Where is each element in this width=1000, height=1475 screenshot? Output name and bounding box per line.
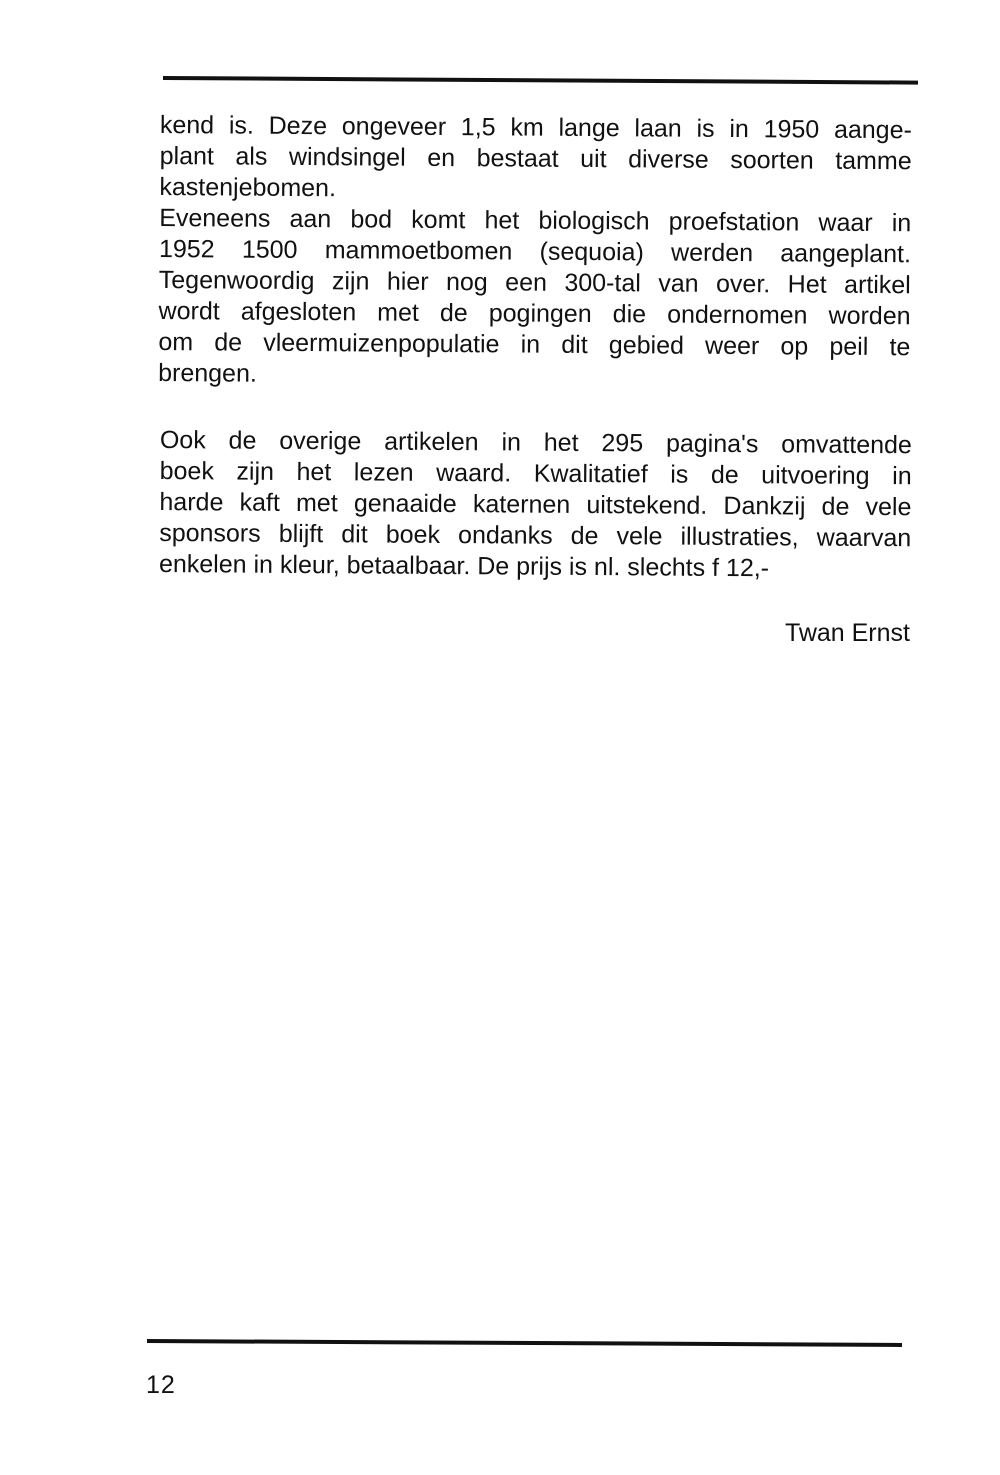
page-number: 12 [146, 1371, 176, 1399]
text-line: kastenjebomen. [159, 172, 337, 203]
text-line: plant als windsingel en bestaat uit diverse soorten tamme [159, 141, 912, 176]
text-line: brengen. [158, 358, 257, 388]
text-line: boek zijn het lezen waard. Kwalitatief is de uitvoering in [159, 456, 912, 491]
paragraph-2 [159, 425, 912, 585]
paragraph-1 [158, 110, 912, 394]
bottom-rule [147, 1339, 902, 1347]
text-line: Eveneens aan bod komt het biologisch proefstation waar in [159, 203, 912, 238]
text-line: Ook de overige artikelen in het 295 pagina's omvattende [159, 425, 912, 460]
author-signature: Twan Ernst [784, 619, 910, 647]
text-line: Tegenwoordig zijn hier nog een 300-tal van over. Het artikel [158, 265, 911, 300]
text-line: wordt afgesloten met de pogingen die ondernomen worden [158, 296, 911, 331]
text-line: sponsors blijft dit boek ondanks de vele illustraties, waarvan [159, 518, 912, 553]
text-line: enkelen in kleur, betaalbaar. De prijs is nl. slechts f 12,- [158, 549, 770, 583]
text-line: 1952 1500 mammoetbomen (sequoia) werden aangeplant. [158, 234, 912, 269]
text-line: om de vleermuizenpopulatie in dit gebied weer op peil te [158, 327, 911, 362]
text-line: harde kaft met genaaide katernen uitstekend. Dankzij de vele [159, 487, 912, 522]
top-rule [163, 76, 918, 85]
text-line: kend is. Deze ongeveer 1,5 km lange laan is in 1950 aange- [159, 110, 912, 145]
